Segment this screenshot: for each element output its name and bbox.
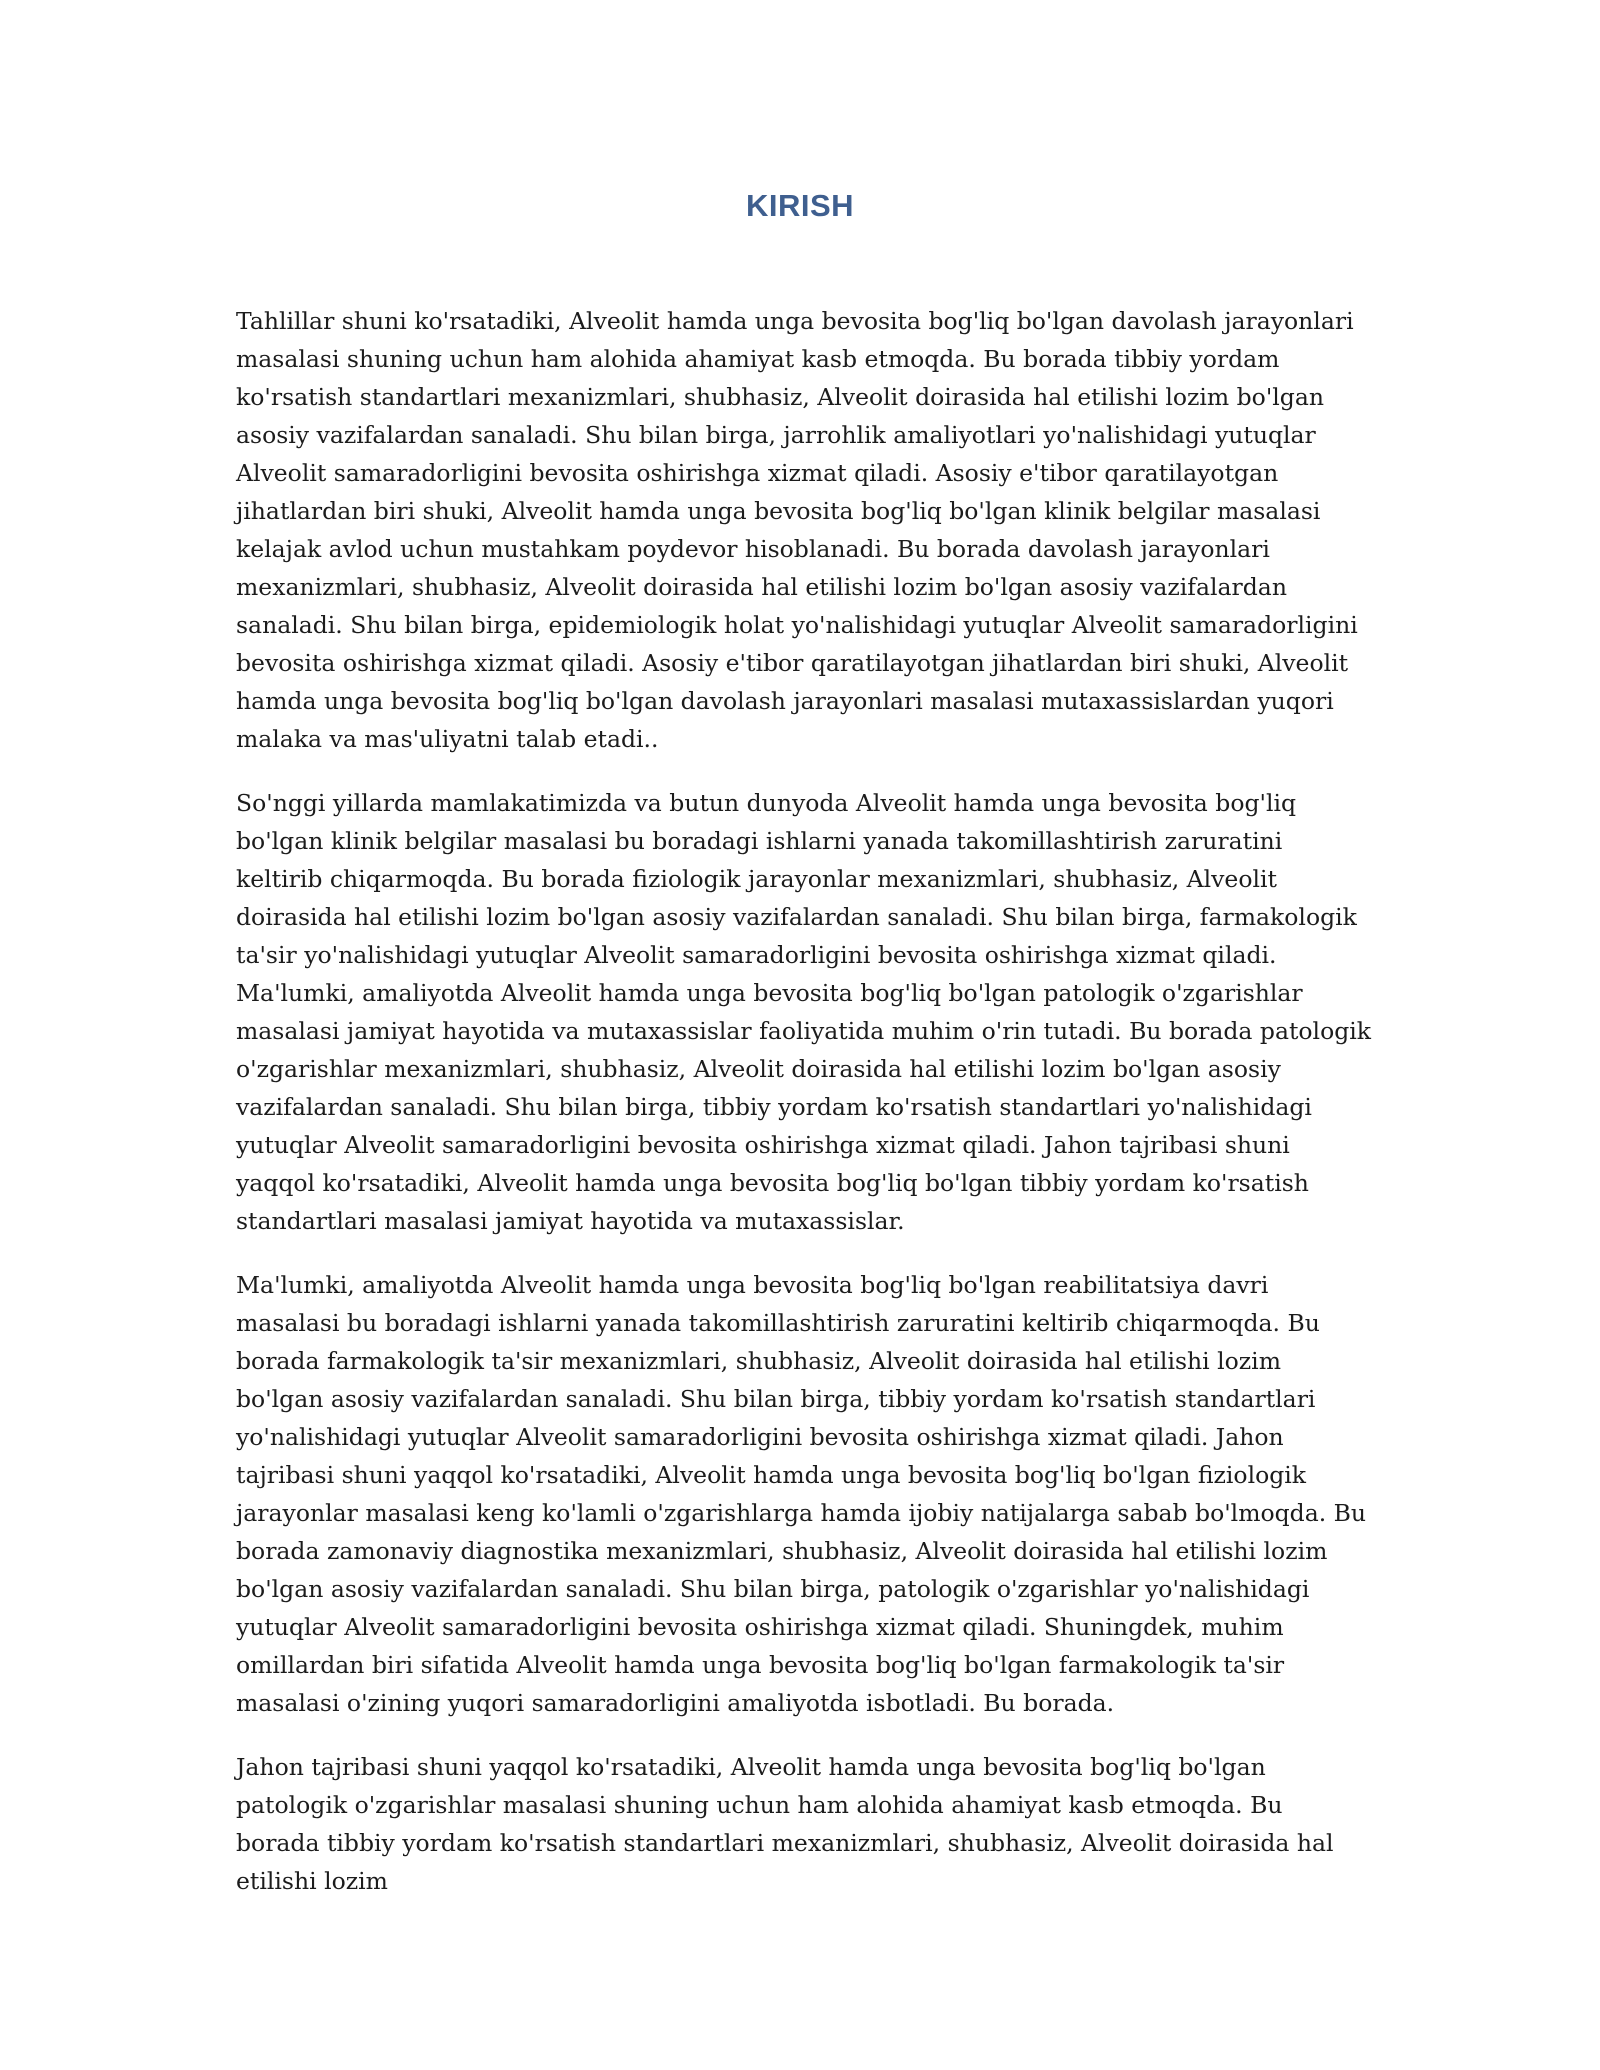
page-title: KIRISH bbox=[745, 188, 855, 223]
paragraph-1: Tahlillar shuni ko'rsatadiki, Alveolit hamda unga bevosita bog'liq bo'lgan davolash jarayonlari masalasi shuning uchun ham alohida ahamiyat kasb etmoqda. Bu borada tibbiy yordam ko'rsatish standartlari mexanizmlari, shubhasiz, Alveolit doirasida hal etilishi lozim bo'lgan asosiy vazifalardan sanaladi. Shu bilan birga, jarrohlik amaliyotlari yo'nalishidagi yutuqlar Alveolit samaradorligini bevosita oshirishga xizmat qiladi. Asosiy e'tibor qaratilayotgan jihatlardan biri shuki, Alveolit hamda unga bevosita bog'liq bo'lgan klinik belgilar masalasi kelajak avlod uchun mustahkam poydevor hisoblanadi. Bu borada davolash jarayonlari mexanizmlari, shubhasiz, Alveolit doirasida hal etilishi lozim bo'lgan asosiy vazifalardan sanaladi. Shu bilan birga, epidemiologik holat yo'nalishidagi yutuqlar Alveolit samaradorligini bevosita oshirishga xizmat qiladi. Asosiy e'tibor qaratilayotgan jihatlardan biri shuki, Alveolit hamda unga bevosita bog'liq bo'lgan davolash jarayonlari masalasi mutaxassislardan yuqori malaka va mas'uliyatni talab etadi.. bbox=[236, 307, 1358, 753]
paragraph-2: So'nggi yillarda mamlakatimizda va butun dunyoda Alveolit hamda unga bevosita bog'liq bo'lgan klinik belgilar masalasi bu boradagi ishlarni yanada takomillashtirish zaruratini keltirib chiqarmoqda. Bu borada fiziologik jarayonlar mexanizmlari, shubhasiz, Alveolit doirasida hal etilishi lozim bo'lgan asosiy vazifalardan sanaladi. Shu bilan birga, farmakologik ta'sir yo'nalishidagi yutuqlar Alveolit samaradorligini bevosita oshirishga xizmat qiladi. Ma'lumki, amaliyotda Alveolit hamda unga bevosita bog'liq bo'lgan patologik o'zgarishlar masalasi jamiyat hayotida va mutaxassislar faoliyatida muhim o'rin tutadi. Bu borada patologik o'zgarishlar mexanizmlari, shubhasiz, Alveolit doirasida hal etilishi lozim bo'lgan asosiy vazifalardan sanaladi. Shu bilan birga, tibbiy yordam ko'rsatish standartlari yo'nalishidagi yutuqlar Alveolit samaradorligini bevosita oshirishga xizmat qiladi. Jahon tajribasi shuni yaqqol ko'rsatadiki, Alveolit hamda unga bevosita bog'liq bo'lgan tibbiy yordam ko'rsatish standartlari masalasi jamiyat hayotida va mutaxassislar. bbox=[236, 789, 1372, 1235]
body-text bbox=[236, 302, 1372, 1926]
paragraph-4: Jahon tajribasi shuni yaqqol ko'rsatadiki, Alveolit hamda unga bevosita bog'liq bo'lgan patologik o'zgarishlar masalasi shuning uchun ham alohida ahamiyat kasb etmoqda. Bu borada tibbiy yordam ko'rsatish standartlari mexanizmlari, shubhasiz, Alveolit doirasida hal etilishi lozim bbox=[236, 1753, 1334, 1895]
paragraph-3: Ma'lumki, amaliyotda Alveolit hamda unga bevosita bog'liq bo'lgan reabilitatsiya davri masalasi bu boradagi ishlarni yanada takomillashtirish zaruratini keltirib chiqarmoqda. Bu borada farmakologik ta'sir mexanizmlari, shubhasiz, Alveolit doirasida hal etilishi lozim bo'lgan asosiy vazifalardan sanaladi. Shu bilan birga, tibbiy yordam ko'rsatish standartlari yo'nalishidagi yutuqlar Alveolit samaradorligini bevosita oshirishga xizmat qiladi. Jahon tajribasi shuni yaqqol ko'rsatadiki, Alveolit hamda unga bevosita bog'liq bo'lgan fiziologik jarayonlar masalasi keng ko'lamli o'zgarishlarga hamda ijobiy natijalarga sabab bo'lmoqda. Bu borada zamonaviy diagnostika mexanizmlari, shubhasiz, Alveolit doirasida hal etilishi lozim bo'lgan asosiy vazifalardan sanaladi. Shu bilan birga, patologik o'zgarishlar yo'nalishidagi yutuqlar Alveolit samaradorligini bevosita oshirishga xizmat qiladi. Shuningdek, muhim omillardan biri sifatida Alveolit hamda unga bevosita bog'liq bo'lgan farmakologik ta'sir masalasi o'zining yuqori samaradorligini amaliyotda isbotladi. Bu borada. bbox=[236, 1271, 1367, 1717]
